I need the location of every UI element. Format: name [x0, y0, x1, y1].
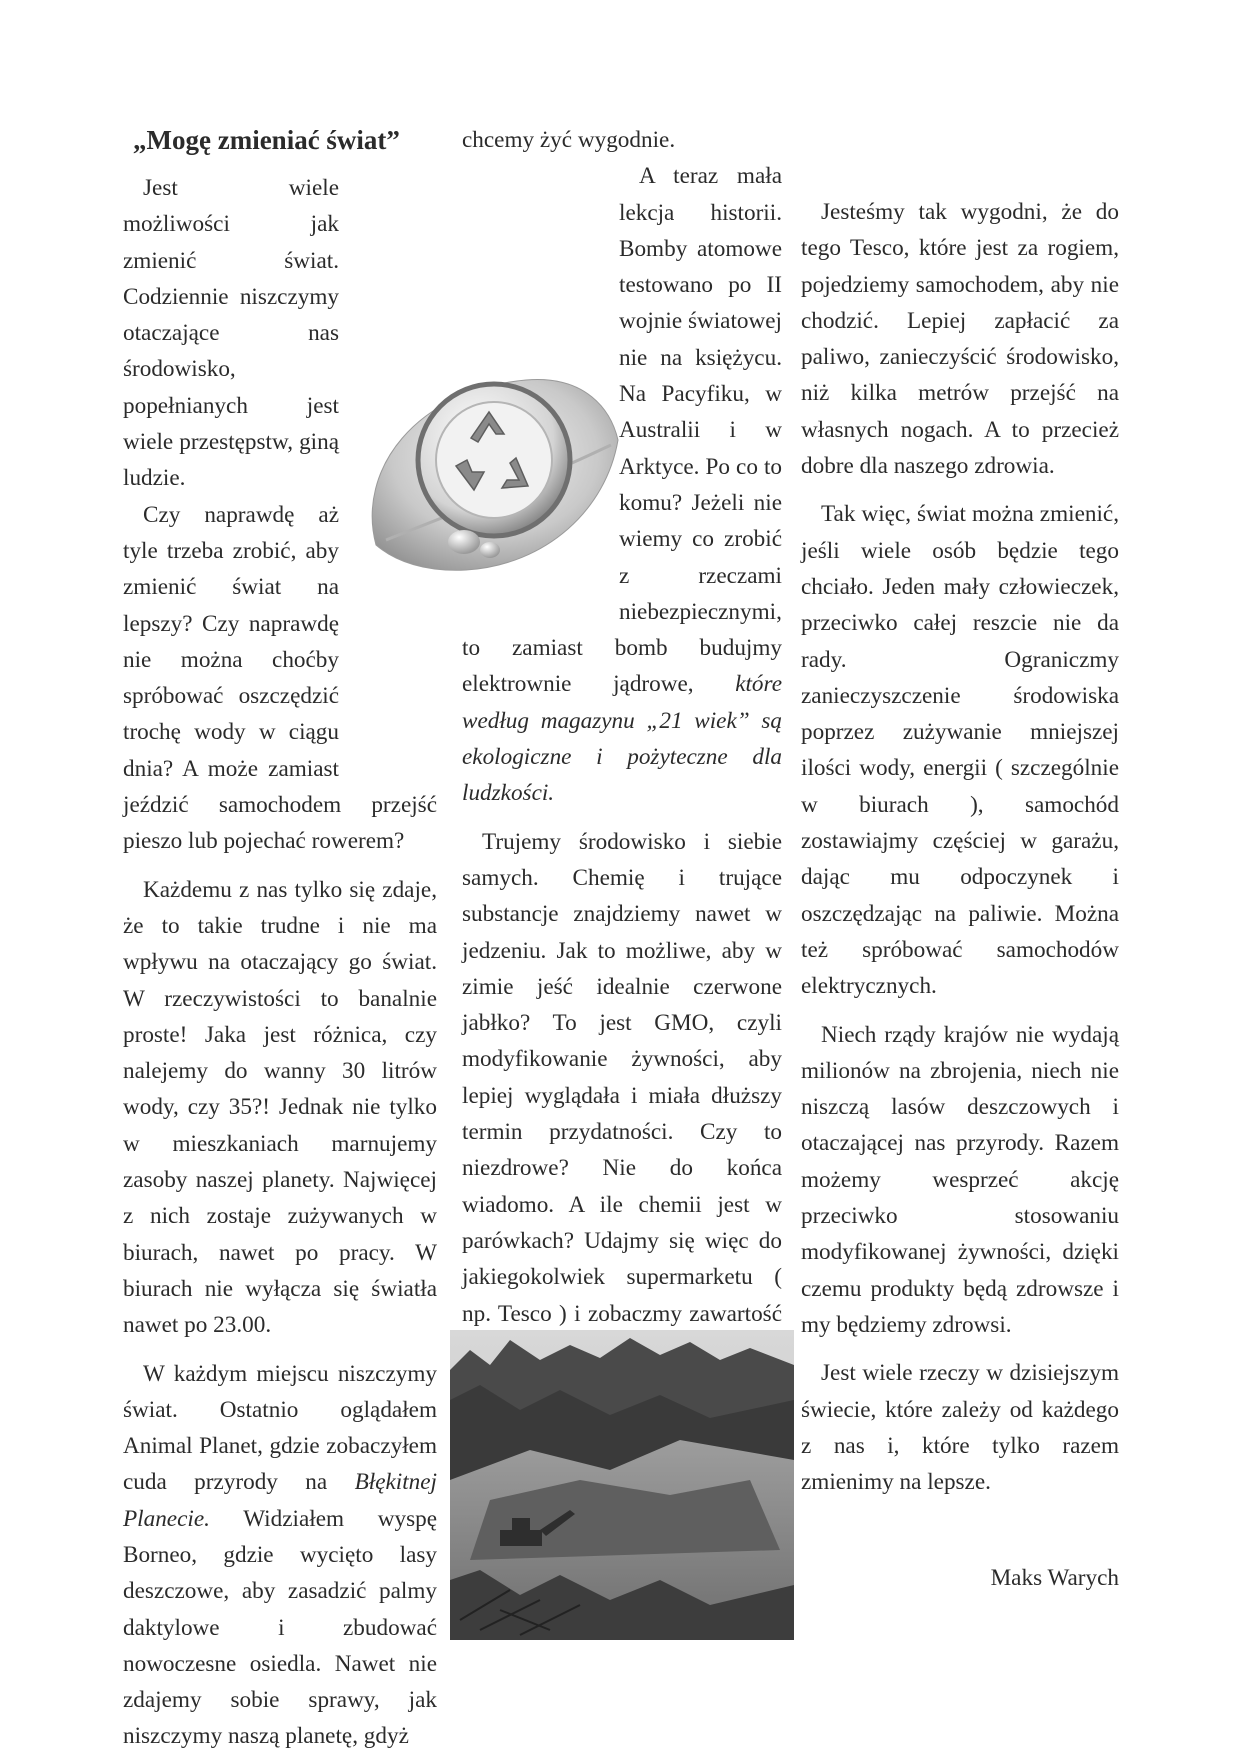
article-column-3	[801, 122, 1119, 1500]
article-author: Maks Warych	[990, 1565, 1119, 1591]
article-title: „Mogę zmieniać świat”	[133, 125, 400, 155]
paragraph-4: W każdym miejscu niszczymy świat. Ostatnio oglądałem Animal Planet, gdzie zobaczyłem cuda przyrody na Błękitnej Planecie. Widziałem wyspę Borneo, gdzie wycięto lasy deszczowe, aby zasadzić palmy daktylowe i zbudować nowoczesne osiedla. Nawet nie zdajemy sobie sprawy, jak niszczymy naszą planetę, gdyż	[123, 1360, 437, 1750]
deforestation-photo	[450, 1330, 794, 1640]
paragraph-7: Trujemy środowisko i siebie samych. Chemię i trujące substancje znajdziemy nawet w jedzeniu. Jak to możliwe, aby w zimie jeść idealnie czerwone jabłko? To jest GMO, czyli modyfikowanie żywności, aby lepiej wyglądała i miała dłuższy termin przydatności. Czy to niezdrowe? Nie do końca wiadomo. A ile chemii jest w parówkach? Udajmy się więc do jakiegokolwiek supermarketu ( np. Tesco ) i zobaczmy zawartość	[462, 828, 782, 1327]
article-column-2	[462, 122, 782, 1441]
paragraph-8: Jesteśmy tak wygodni, że do tego Tesco, które jest za rogiem, pojedziemy samochodem, aby nie chodzić. Lepiej zapłacić za paliwo, zanieczyścić środowisko, niż kilka metrów przejść na własnych nogach. A to przecież dobre dla naszego zdrowia.	[801, 199, 1119, 480]
paragraph-5: chcemy żyć wygodnie.	[462, 127, 676, 153]
paragraph-3: Każdemu z nas tylko się zdaje, że to takie trudne i nie ma wpływu na otaczający go świat. W rzeczywistości to banalnie proste! Jaka jest różnica, czy nalejemy do wanny 30 litrów wody, czy 35?! Jednak nie tylko w mieszkaniach marnujemy zasoby naszej planety. Najwięcej z nich zostaje zużywanych w biurach, nawet po pracy. W biurach nie wyłącza się światła nawet po 23.00.	[123, 876, 437, 1339]
paragraph-2: Czy naprawdę aż tyle trzeba zrobić, aby zmienić świat na lepszy? Czy naprawdę nie można choćby spróbować oszczędzić trochę wody w ciągu dnia? A może zamiast jeździć samochodem przejść pieszo lub pojechać rowerem?	[123, 501, 437, 855]
recycle-logo-icon	[356, 350, 628, 582]
paragraph-6: A teraz mała lekcja historii. Bomby atomowe testowano po II wojnie światowej nie na księżycu. Na Pacyfiku, w Australii i w Arktyce. Po co to komu? Jeżeli nie wiemy co zrobić z rzeczami niebezpiecznymi, to zamiast bomb budujmy elektrownie jądrowe, które według magazynu „21 wiek” są ekologiczne i pożyteczne dla ludzkości.	[462, 163, 782, 807]
paragraph-11: Jest wiele rzeczy w dzisiejszym świecie, które zależy od każdego z nas i, które tylko razem zmienimy na lepsze.	[801, 1360, 1119, 1496]
paragraph-9: Tak więc, świat można zmienić, jeśli wiele osób będzie tego chciało. Jeden mały człowieczek, przeciwko całej reszcie nie da rady. Ograniczmy zanieczyszczenie środowiska poprzez zużywanie mniejszej ilości wody, energii ( szczególnie w biurach ), samochód zostawiajmy częściej w garażu, dając mu odpoczynek i oszczędzając na paliwie. Można też spróbować samochodów elektrycznych.	[801, 501, 1119, 1000]
paragraph-1: Jest wiele możliwości jak zmienić świat. Codziennie niszczymy otaczające nas środowisko, popełnianych jest wiele przestępstw, giną ludzie.	[123, 175, 339, 492]
paragraph-10: Niech rządy krajów nie wydają milionów na zbrojenia, niech nie niszczą lasów deszczowych i otaczającej nas przyrody. Razem możemy wesprzeć akcję przeciwko stosowaniu modyfikowanej żywności, dzięki czemu produkty będą zdrowsze i my będziemy zdrowsi.	[801, 1021, 1119, 1338]
